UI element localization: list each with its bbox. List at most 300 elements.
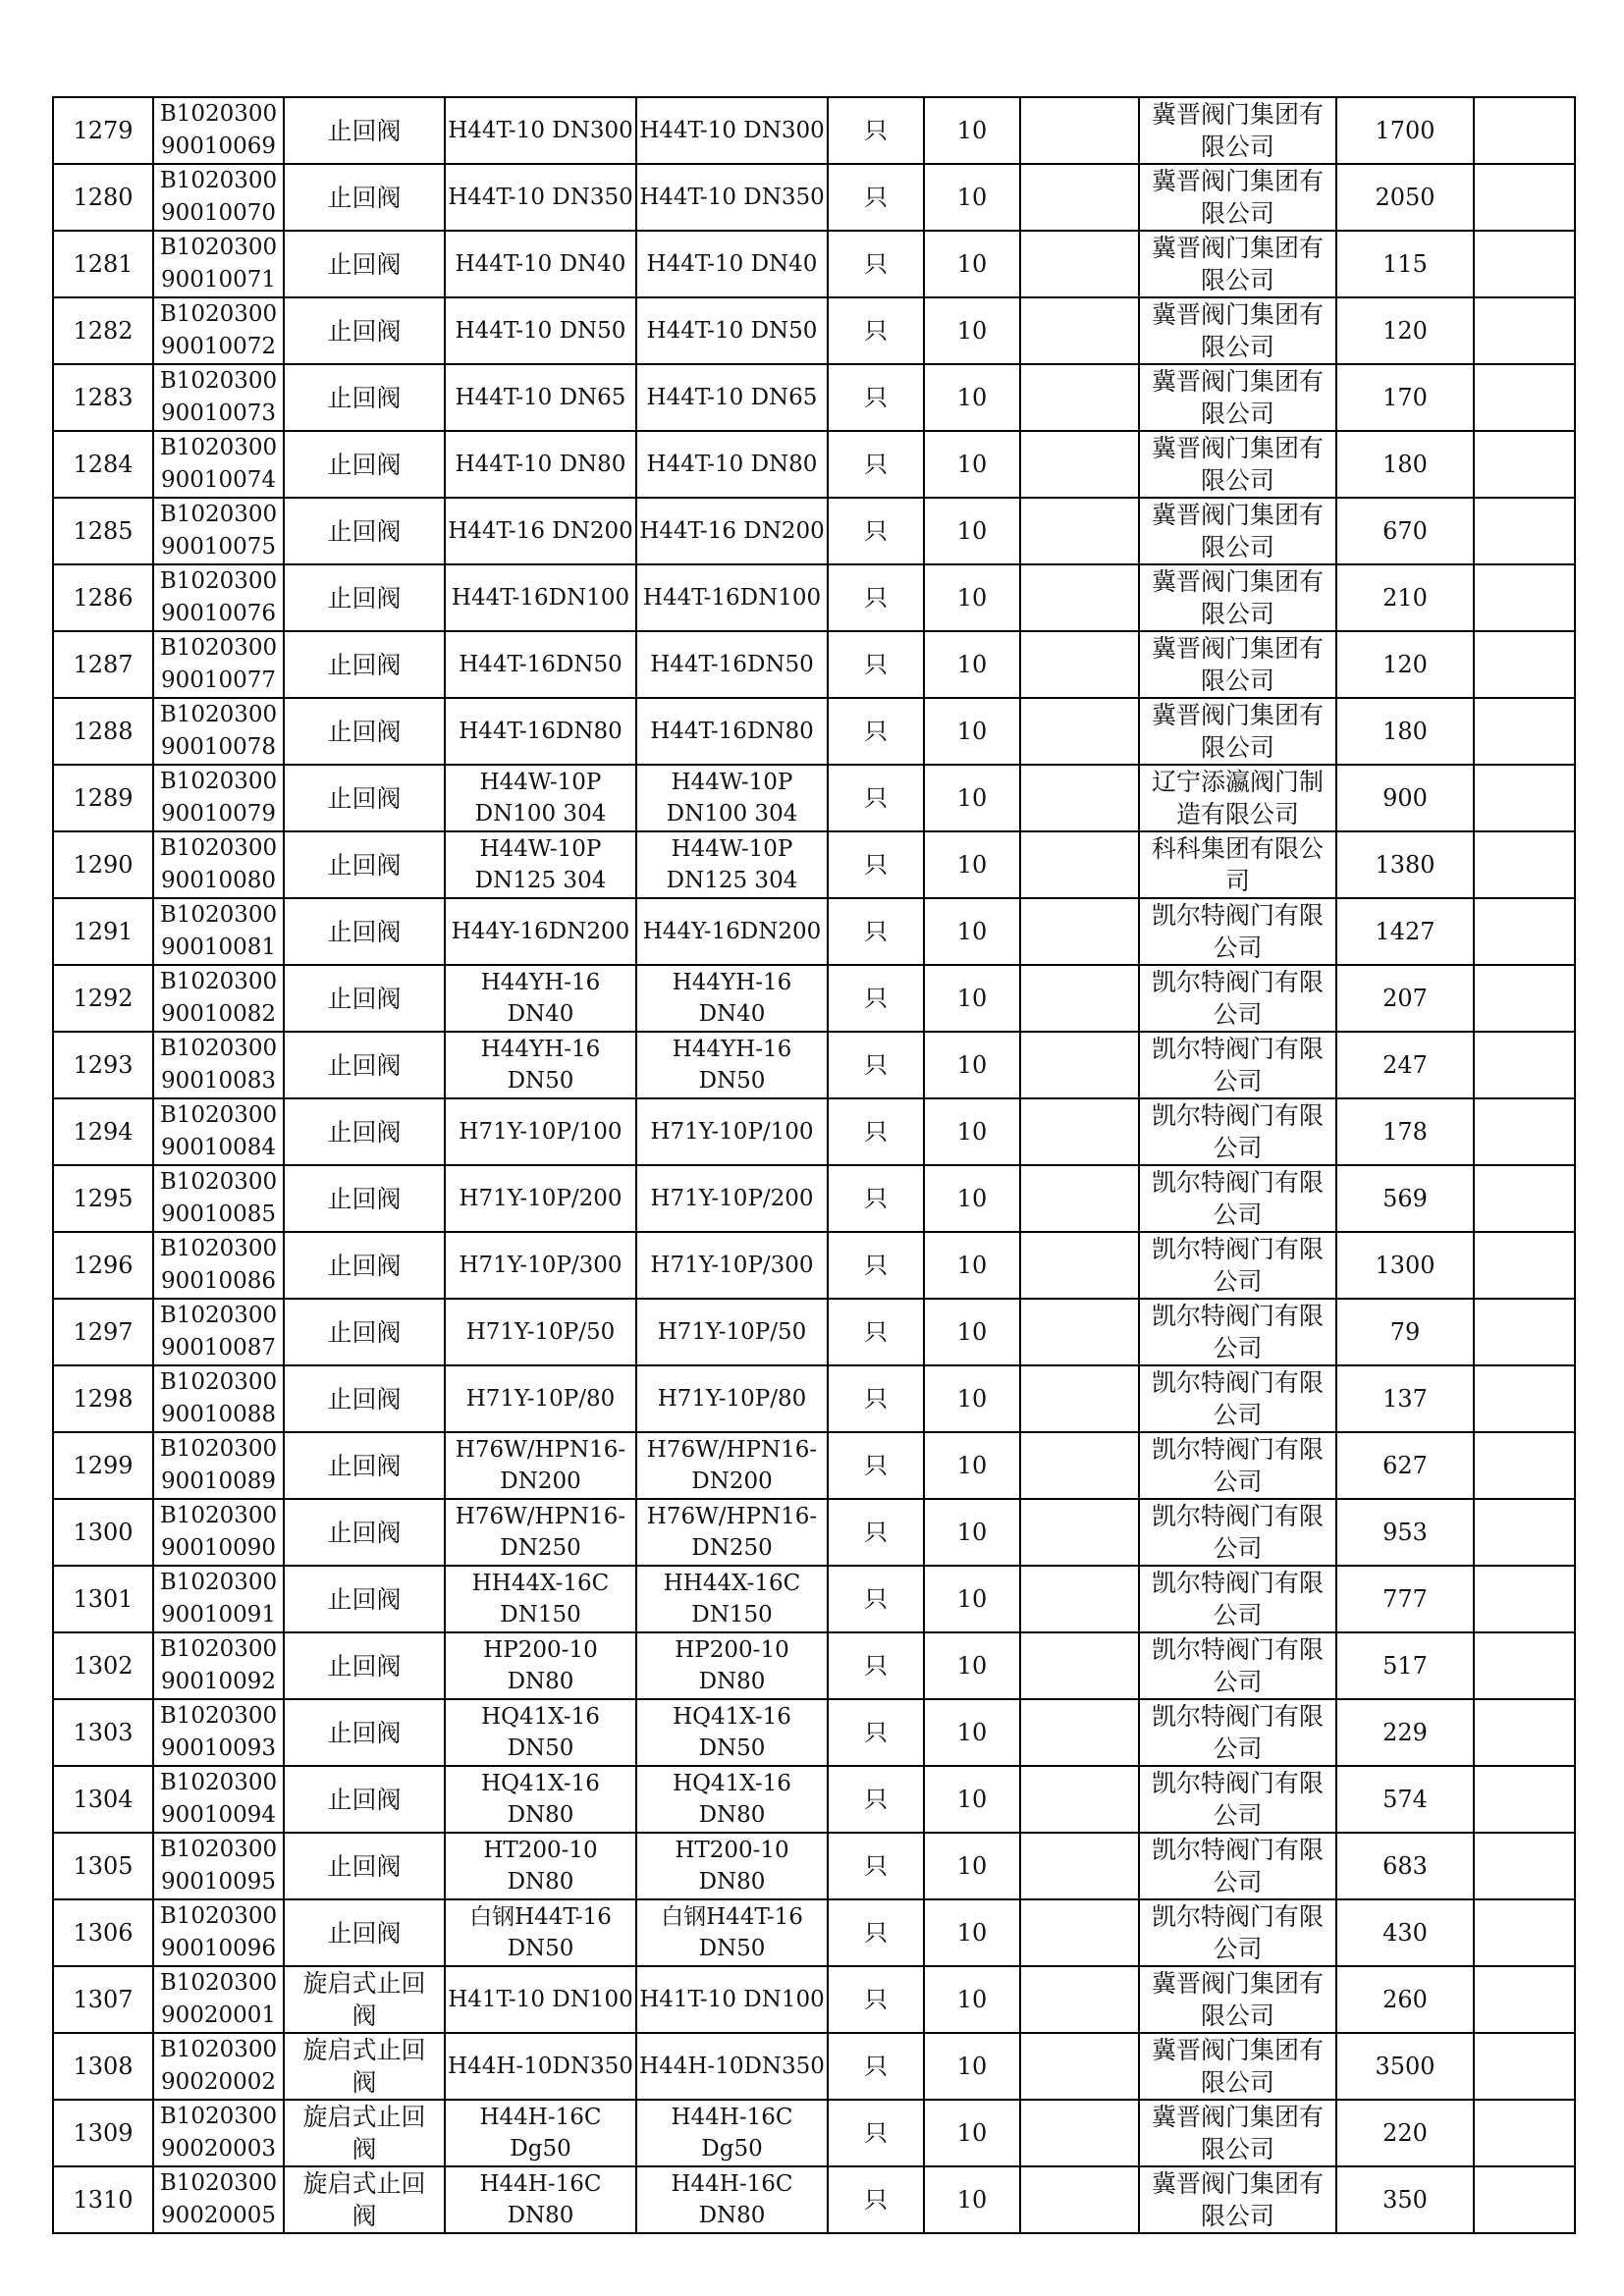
cell-row-number: 1293 (53, 1032, 153, 1098)
cell-specification: H76W/HPN16- DN200 (445, 1432, 636, 1499)
cell-row-number: 1303 (53, 1699, 153, 1766)
cell-quantity: 10 (924, 498, 1020, 564)
cell-remark (1020, 1232, 1139, 1299)
cell-quantity: 10 (924, 1299, 1020, 1365)
cell-supplier: 辽宁添瀛阀门制 造有限公司 (1139, 765, 1336, 831)
cell-quantity: 10 (924, 1833, 1020, 1899)
table-row (53, 2166, 1575, 2233)
cell-remark (1020, 631, 1139, 698)
cell-model: H41T-10 DN100 (636, 1966, 828, 2033)
cell-item-name: 止回阀 (284, 1032, 445, 1098)
table-row (53, 1032, 1575, 1098)
cell-unit: 只 (828, 364, 924, 431)
cell-material-code: B1020300 90010084 (153, 1098, 284, 1165)
cell-specification: H44H-16C DN80 (445, 2166, 636, 2233)
table-row (53, 1966, 1575, 2033)
cell-note (1474, 1232, 1575, 1299)
cell-supplier: 凯尔特阀门有限 公司 (1139, 965, 1336, 1032)
cell-note (1474, 164, 1575, 231)
table-row (53, 1899, 1575, 1966)
cell-unit: 只 (828, 1299, 924, 1365)
cell-remark (1020, 1165, 1139, 1232)
cell-row-number: 1279 (53, 97, 153, 164)
cell-price: 350 (1336, 2166, 1474, 2233)
cell-price: 900 (1336, 765, 1474, 831)
cell-material-code: B1020300 90010071 (153, 231, 284, 297)
cell-remark (1020, 1432, 1139, 1499)
cell-supplier: 冀晋阀门集团有 限公司 (1139, 431, 1336, 498)
cell-material-code: B1020300 90020001 (153, 1966, 284, 2033)
cell-row-number: 1290 (53, 831, 153, 898)
cell-row-number: 1287 (53, 631, 153, 698)
cell-note (1474, 297, 1575, 364)
cell-item-name: 止回阀 (284, 698, 445, 765)
cell-supplier: 凯尔特阀门有限 公司 (1139, 1232, 1336, 1299)
cell-unit: 只 (828, 2100, 924, 2166)
cell-material-code: B1020300 90010074 (153, 431, 284, 498)
cell-row-number: 1286 (53, 564, 153, 631)
cell-note (1474, 2033, 1575, 2100)
cell-supplier: 冀晋阀门集团有 限公司 (1139, 498, 1336, 564)
table-row (53, 364, 1575, 431)
cell-model: H44H-10DN350 (636, 2033, 828, 2100)
cell-note (1474, 1632, 1575, 1699)
cell-quantity: 10 (924, 1098, 1020, 1165)
cell-remark (1020, 498, 1139, 564)
cell-remark (1020, 564, 1139, 631)
cell-supplier: 科科集团有限公 司 (1139, 831, 1336, 898)
cell-remark (1020, 1365, 1139, 1432)
cell-model: H76W/HPN16- DN200 (636, 1432, 828, 1499)
cell-remark (1020, 1632, 1139, 1699)
cell-material-code: B1020300 90010075 (153, 498, 284, 564)
cell-remark (1020, 231, 1139, 297)
cell-model: H71Y-10P/80 (636, 1365, 828, 1432)
cell-item-name: 止回阀 (284, 631, 445, 698)
cell-note (1474, 765, 1575, 831)
table-row (53, 698, 1575, 765)
cell-price: 170 (1336, 364, 1474, 431)
cell-row-number: 1284 (53, 431, 153, 498)
cell-unit: 只 (828, 1499, 924, 1566)
cell-specification: H44W-10P DN100 304 (445, 765, 636, 831)
cell-supplier: 冀晋阀门集团有 限公司 (1139, 2100, 1336, 2166)
cell-quantity: 10 (924, 631, 1020, 698)
cell-supplier: 冀晋阀门集团有 限公司 (1139, 1966, 1336, 2033)
cell-specification: H44T-10 DN40 (445, 231, 636, 297)
cell-model: H71Y-10P/50 (636, 1299, 828, 1365)
cell-specification: H41T-10 DN100 (445, 1966, 636, 2033)
cell-item-name: 止回阀 (284, 1098, 445, 1165)
cell-price: 180 (1336, 698, 1474, 765)
cell-quantity: 10 (924, 1365, 1020, 1432)
cell-model: HT200-10 DN80 (636, 1833, 828, 1899)
cell-quantity: 10 (924, 965, 1020, 1032)
cell-unit: 只 (828, 1699, 924, 1766)
cell-row-number: 1298 (53, 1365, 153, 1432)
cell-row-number: 1289 (53, 765, 153, 831)
cell-row-number: 1283 (53, 364, 153, 431)
cell-remark (1020, 1966, 1139, 2033)
cell-material-code: B1020300 90020002 (153, 2033, 284, 2100)
cell-model: HP200-10 DN80 (636, 1632, 828, 1699)
cell-material-code: B1020300 90010090 (153, 1499, 284, 1566)
cell-model: H44T-16DN80 (636, 698, 828, 765)
cell-specification: H44T-10 DN50 (445, 297, 636, 364)
cell-unit: 只 (828, 1032, 924, 1098)
table-row (53, 1365, 1575, 1432)
cell-price: 430 (1336, 1899, 1474, 1966)
cell-item-name: 止回阀 (284, 297, 445, 364)
cell-row-number: 1294 (53, 1098, 153, 1165)
cell-remark (1020, 97, 1139, 164)
cell-item-name: 止回阀 (284, 498, 445, 564)
cell-supplier: 凯尔特阀门有限 公司 (1139, 898, 1336, 965)
cell-price: 1300 (1336, 1232, 1474, 1299)
cell-price: 178 (1336, 1098, 1474, 1165)
cell-price: 229 (1336, 1699, 1474, 1766)
cell-unit: 只 (828, 631, 924, 698)
cell-remark (1020, 2100, 1139, 2166)
cell-price: 574 (1336, 1766, 1474, 1833)
cell-quantity: 10 (924, 2100, 1020, 2166)
cell-unit: 只 (828, 1365, 924, 1432)
cell-material-code: B1020300 90010069 (153, 97, 284, 164)
cell-quantity: 10 (924, 231, 1020, 297)
cell-material-code: B1020300 90010089 (153, 1432, 284, 1499)
cell-note (1474, 1899, 1575, 1966)
cell-row-number: 1285 (53, 498, 153, 564)
cell-item-name: 旋启式止回 阀 (284, 2100, 445, 2166)
cell-note (1474, 631, 1575, 698)
cell-material-code: B1020300 90010094 (153, 1766, 284, 1833)
cell-material-code: B1020300 90010091 (153, 1566, 284, 1632)
cell-supplier: 凯尔特阀门有限 公司 (1139, 1098, 1336, 1165)
cell-note (1474, 1966, 1575, 2033)
cell-row-number: 1291 (53, 898, 153, 965)
cell-supplier: 凯尔特阀门有限 公司 (1139, 1566, 1336, 1632)
cell-supplier: 凯尔特阀门有限 公司 (1139, 1365, 1336, 1432)
table-row (53, 97, 1575, 164)
cell-model: H44T-10 DN50 (636, 297, 828, 364)
table-row (53, 1165, 1575, 1232)
cell-item-name: 止回阀 (284, 1499, 445, 1566)
cell-note (1474, 1766, 1575, 1833)
cell-model: H44YH-16 DN50 (636, 1032, 828, 1098)
cell-specification: HH44X-16C DN150 (445, 1566, 636, 1632)
cell-specification: H71Y-10P/50 (445, 1299, 636, 1365)
cell-item-name: 止回阀 (284, 364, 445, 431)
cell-remark (1020, 431, 1139, 498)
cell-price: 247 (1336, 1032, 1474, 1098)
cell-item-name: 止回阀 (284, 1566, 445, 1632)
cell-unit: 只 (828, 1165, 924, 1232)
cell-note (1474, 1299, 1575, 1365)
cell-item-name: 止回阀 (284, 898, 445, 965)
cell-specification: H44T-10 DN300 (445, 97, 636, 164)
table-row (53, 564, 1575, 631)
cell-item-name: 止回阀 (284, 1899, 445, 1966)
cell-unit: 只 (828, 498, 924, 564)
cell-price: 260 (1336, 1966, 1474, 2033)
cell-quantity: 10 (924, 297, 1020, 364)
cell-unit: 只 (828, 965, 924, 1032)
cell-supplier: 冀晋阀门集团有 限公司 (1139, 164, 1336, 231)
cell-note (1474, 2166, 1575, 2233)
cell-model: HQ41X-16 DN50 (636, 1699, 828, 1766)
cell-price: 79 (1336, 1299, 1474, 1365)
cell-price: 2050 (1336, 164, 1474, 231)
cell-remark (1020, 698, 1139, 765)
cell-remark (1020, 1566, 1139, 1632)
cell-supplier: 凯尔特阀门有限 公司 (1139, 1165, 1336, 1232)
cell-supplier: 冀晋阀门集团有 限公司 (1139, 2033, 1336, 2100)
cell-row-number: 1306 (53, 1899, 153, 1966)
cell-specification: HQ41X-16 DN50 (445, 1699, 636, 1766)
cell-quantity: 10 (924, 1032, 1020, 1098)
cell-row-number: 1305 (53, 1833, 153, 1899)
cell-quantity: 10 (924, 1499, 1020, 1566)
cell-price: 627 (1336, 1432, 1474, 1499)
cell-model: H44T-16 DN200 (636, 498, 828, 564)
cell-material-code: B1020300 90010095 (153, 1833, 284, 1899)
cell-supplier: 冀晋阀门集团有 限公司 (1139, 564, 1336, 631)
cell-row-number: 1296 (53, 1232, 153, 1299)
cell-supplier: 凯尔特阀门有限 公司 (1139, 1833, 1336, 1899)
cell-row-number: 1300 (53, 1499, 153, 1566)
cell-specification: HP200-10 DN80 (445, 1632, 636, 1699)
table-row (53, 231, 1575, 297)
cell-unit: 只 (828, 765, 924, 831)
cell-model: H44H-16C Dg50 (636, 2100, 828, 2166)
table-row (53, 1833, 1575, 1899)
cell-material-code: B1020300 90010079 (153, 765, 284, 831)
cell-specification: H44Y-16DN200 (445, 898, 636, 965)
cell-unit: 只 (828, 1432, 924, 1499)
table-row (53, 2033, 1575, 2100)
cell-material-code: B1020300 90010086 (153, 1232, 284, 1299)
cell-unit: 只 (828, 1232, 924, 1299)
cell-remark (1020, 1699, 1139, 1766)
cell-material-code: B1020300 90010082 (153, 965, 284, 1032)
price-table (52, 96, 1576, 2234)
cell-material-code: B1020300 90020005 (153, 2166, 284, 2233)
cell-specification: H44H-10DN350 (445, 2033, 636, 2100)
cell-remark (1020, 364, 1139, 431)
cell-specification: H44T-10 DN350 (445, 164, 636, 231)
cell-quantity: 10 (924, 1232, 1020, 1299)
cell-model: H76W/HPN16- DN250 (636, 1499, 828, 1566)
cell-note (1474, 364, 1575, 431)
cell-quantity: 10 (924, 1165, 1020, 1232)
cell-unit: 只 (828, 431, 924, 498)
cell-quantity: 10 (924, 1632, 1020, 1699)
cell-item-name: 止回阀 (284, 1766, 445, 1833)
cell-price: 1427 (1336, 898, 1474, 965)
cell-material-code: B1020300 90010072 (153, 297, 284, 364)
cell-item-name: 止回阀 (284, 231, 445, 297)
cell-model: H44T-16DN50 (636, 631, 828, 698)
cell-unit: 只 (828, 1899, 924, 1966)
cell-model: HH44X-16C DN150 (636, 1566, 828, 1632)
cell-price: 120 (1336, 631, 1474, 698)
cell-unit: 只 (828, 1966, 924, 2033)
cell-item-name: 止回阀 (284, 1365, 445, 1432)
cell-unit: 只 (828, 898, 924, 965)
cell-quantity: 10 (924, 1966, 1020, 2033)
cell-material-code: B1020300 90010093 (153, 1699, 284, 1766)
cell-note (1474, 231, 1575, 297)
cell-price: 137 (1336, 1365, 1474, 1432)
cell-material-code: B1020300 90010070 (153, 164, 284, 231)
table-row (53, 1232, 1575, 1299)
cell-unit: 只 (828, 564, 924, 631)
cell-row-number: 1308 (53, 2033, 153, 2100)
cell-quantity: 10 (924, 831, 1020, 898)
cell-note (1474, 1432, 1575, 1499)
cell-row-number: 1304 (53, 1766, 153, 1833)
cell-remark (1020, 297, 1139, 364)
table-row (53, 1499, 1575, 1566)
cell-supplier: 凯尔特阀门有限 公司 (1139, 1632, 1336, 1699)
cell-price: 1380 (1336, 831, 1474, 898)
cell-item-name: 止回阀 (284, 1165, 445, 1232)
cell-row-number: 1299 (53, 1432, 153, 1499)
table-row (53, 1432, 1575, 1499)
cell-item-name: 旋启式止回 阀 (284, 2166, 445, 2233)
table-body (53, 97, 1575, 2233)
cell-row-number: 1288 (53, 698, 153, 765)
cell-price: 180 (1336, 431, 1474, 498)
cell-remark (1020, 1899, 1139, 1966)
cell-note (1474, 1365, 1575, 1432)
cell-supplier: 冀晋阀门集团有 限公司 (1139, 698, 1336, 765)
cell-item-name: 止回阀 (284, 1299, 445, 1365)
cell-remark (1020, 765, 1139, 831)
cell-supplier: 凯尔特阀门有限 公司 (1139, 1899, 1336, 1966)
cell-price: 1700 (1336, 97, 1474, 164)
cell-price: 3500 (1336, 2033, 1474, 2100)
cell-unit: 只 (828, 2166, 924, 2233)
cell-model: H44T-10 DN65 (636, 364, 828, 431)
cell-supplier: 凯尔特阀门有限 公司 (1139, 1699, 1336, 1766)
cell-item-name: 止回阀 (284, 564, 445, 631)
cell-remark (1020, 1299, 1139, 1365)
cell-quantity: 10 (924, 164, 1020, 231)
cell-model: H44T-10 DN40 (636, 231, 828, 297)
cell-price: 953 (1336, 1499, 1474, 1566)
cell-supplier: 凯尔特阀门有限 公司 (1139, 1766, 1336, 1833)
cell-item-name: 止回阀 (284, 1432, 445, 1499)
cell-specification: H44YH-16 DN40 (445, 965, 636, 1032)
cell-model: 白钢H44T-16 DN50 (636, 1899, 828, 1966)
cell-quantity: 10 (924, 1899, 1020, 1966)
cell-unit: 只 (828, 1566, 924, 1632)
cell-row-number: 1297 (53, 1299, 153, 1365)
cell-note (1474, 698, 1575, 765)
cell-price: 683 (1336, 1833, 1474, 1899)
table-row (53, 965, 1575, 1032)
cell-specification: H44T-16 DN200 (445, 498, 636, 564)
cell-supplier: 冀晋阀门集团有 限公司 (1139, 631, 1336, 698)
table-row (53, 164, 1575, 231)
cell-specification: H44H-16C Dg50 (445, 2100, 636, 2166)
cell-item-name: 止回阀 (284, 1833, 445, 1899)
cell-price: 777 (1336, 1566, 1474, 1632)
cell-material-code: B1020300 90010078 (153, 698, 284, 765)
cell-model: H44T-10 DN300 (636, 97, 828, 164)
cell-quantity: 10 (924, 2166, 1020, 2233)
cell-supplier: 凯尔特阀门有限 公司 (1139, 1499, 1336, 1566)
cell-specification: H44YH-16 DN50 (445, 1032, 636, 1098)
cell-note (1474, 1098, 1575, 1165)
cell-specification: 白钢H44T-16 DN50 (445, 1899, 636, 1966)
cell-item-name: 止回阀 (284, 1699, 445, 1766)
cell-supplier: 凯尔特阀门有限 公司 (1139, 1032, 1336, 1098)
cell-price: 220 (1336, 2100, 1474, 2166)
cell-specification: HT200-10 DN80 (445, 1833, 636, 1899)
cell-note (1474, 97, 1575, 164)
cell-remark (1020, 1766, 1139, 1833)
cell-model: H44T-10 DN350 (636, 164, 828, 231)
cell-quantity: 10 (924, 765, 1020, 831)
cell-price: 210 (1336, 564, 1474, 631)
cell-quantity: 10 (924, 564, 1020, 631)
cell-supplier: 冀晋阀门集团有 限公司 (1139, 231, 1336, 297)
cell-row-number: 1309 (53, 2100, 153, 2166)
cell-unit: 只 (828, 1833, 924, 1899)
cell-note (1474, 898, 1575, 965)
cell-row-number: 1280 (53, 164, 153, 231)
cell-model: H44T-10 DN80 (636, 431, 828, 498)
cell-model: H44W-10P DN100 304 (636, 765, 828, 831)
cell-model: H44YH-16 DN40 (636, 965, 828, 1032)
cell-supplier: 凯尔特阀门有限 公司 (1139, 1299, 1336, 1365)
cell-material-code: B1020300 90010077 (153, 631, 284, 698)
table-row (53, 631, 1575, 698)
cell-quantity: 10 (924, 1432, 1020, 1499)
cell-specification: H44W-10P DN125 304 (445, 831, 636, 898)
cell-material-code: B1020300 90010081 (153, 898, 284, 965)
cell-specification: H44T-16DN80 (445, 698, 636, 765)
cell-quantity: 10 (924, 1566, 1020, 1632)
cell-model: H44Y-16DN200 (636, 898, 828, 965)
cell-specification: H71Y-10P/100 (445, 1098, 636, 1165)
cell-row-number: 1307 (53, 1966, 153, 2033)
cell-item-name: 止回阀 (284, 831, 445, 898)
table-row (53, 1766, 1575, 1833)
cell-price: 569 (1336, 1165, 1474, 1232)
cell-item-name: 旋启式止回 阀 (284, 1966, 445, 2033)
cell-specification: H71Y-10P/80 (445, 1365, 636, 1432)
cell-row-number: 1295 (53, 1165, 153, 1232)
cell-row-number: 1301 (53, 1566, 153, 1632)
cell-note (1474, 831, 1575, 898)
cell-remark (1020, 898, 1139, 965)
cell-note (1474, 965, 1575, 1032)
cell-quantity: 10 (924, 698, 1020, 765)
table-row (53, 1632, 1575, 1699)
cell-note (1474, 498, 1575, 564)
cell-quantity: 10 (924, 2033, 1020, 2100)
cell-material-code: B1020300 90010083 (153, 1032, 284, 1098)
cell-supplier: 冀晋阀门集团有 限公司 (1139, 2166, 1336, 2233)
cell-unit: 只 (828, 698, 924, 765)
cell-price: 670 (1336, 498, 1474, 564)
cell-supplier: 冀晋阀门集团有 限公司 (1139, 297, 1336, 364)
cell-quantity: 10 (924, 1699, 1020, 1766)
cell-model: H44H-16C DN80 (636, 2166, 828, 2233)
